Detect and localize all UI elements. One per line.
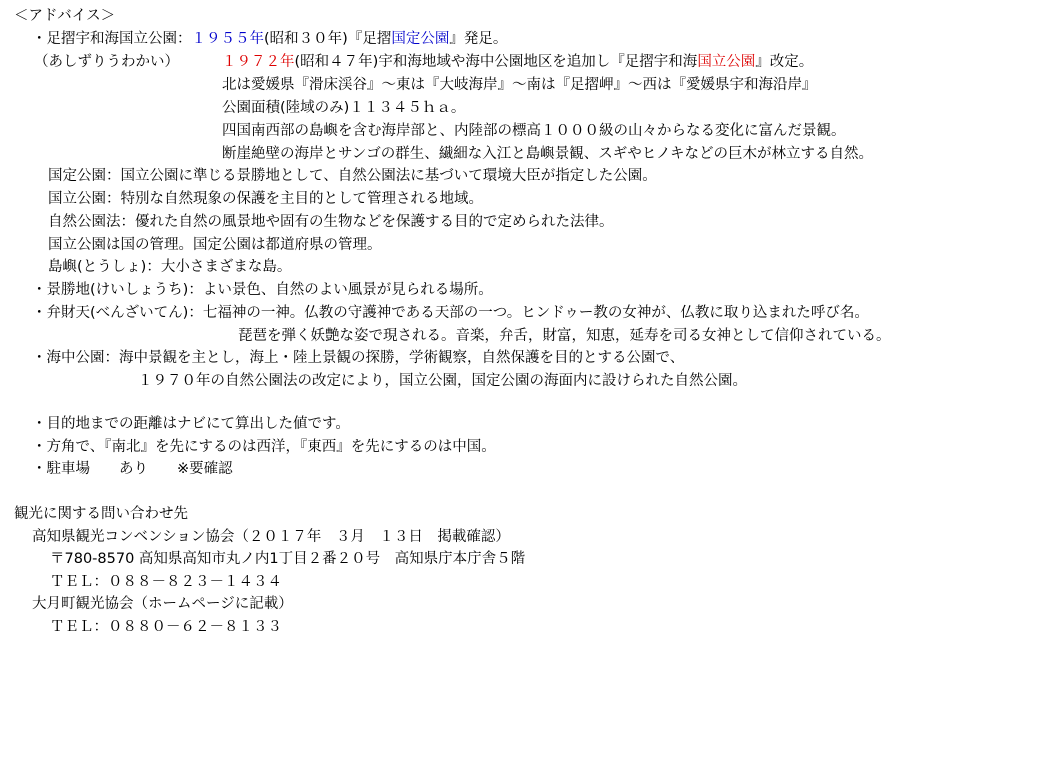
note-parking: ・駐車場 あり ※要確認: [32, 461, 233, 477]
contact-org-2: 大月町観光協会（ホームページに記載）: [32, 596, 293, 612]
contact-phone-2: ＴＥＬ：０８８０－６２－８１３３: [50, 619, 282, 635]
park-line-2: [222, 52, 813, 72]
park-line-2-tail: 』改定。: [755, 54, 814, 70]
term-benzaiten-1: ・弁財天(べんざいてん)：七福神の一神。仏教の守護神である天部の一つ。ヒンドゥー教の女神が、仏教に取り込まれた呼び名。: [32, 305, 869, 321]
term-quasi-national-park: 国定公園：国立公園に準じる景勝地として、自然公園法に基づいて環境大臣が指定した公園。: [48, 168, 657, 184]
park-line-1: [32, 29, 507, 49]
term-islands: 島嶼(とうしょ)：大小さまざまな島。: [48, 259, 292, 275]
park-line-5: 四国南西部の島嶼を含む海岸部と、内陸部の標高１０００級の山々からなる変化に富んだ景観。: [222, 123, 846, 139]
contact-address-1: 〒780-8570 高知県高知市丸ノ内1丁目２番２０号 高知県庁本庁舎５階: [50, 551, 526, 567]
term-management: 国立公園は国の管理。国定公園は都道府県の管理。: [48, 237, 382, 253]
park-line-2-text: (昭和４７年)宇和海地域や海中公園地区を追加し『足摺宇和海: [294, 54, 698, 70]
contact-phone-1: ＴＥＬ：０８８－８２３－１４３４: [50, 574, 282, 590]
park-label: ・足摺宇和海国立公園：: [32, 31, 192, 47]
park-line-6: 断崖絶壁の海岸とサンゴの群生、繊細な入江と島嶼景観、スギやヒノキなどの巨木が林立する自然。: [222, 146, 874, 162]
term-national-park: 国立公園：特別な自然現象の保護を主目的として管理される地域。: [48, 191, 483, 207]
park-line-4: 公園面積(陸域のみ)１１３４５ｈａ。: [222, 100, 466, 116]
park-founded-date: １９５５年: [191, 31, 264, 47]
term-marine-park-1: ・海中公園：海中景観を主とし，海上・陸上景観の探勝，学術観察，自然保護を目的とする公園で、: [32, 350, 685, 366]
park-line-1-text: (昭和３０年)『足摺: [264, 31, 392, 47]
contact-heading: 観光に関する問い合わせ先: [14, 506, 188, 522]
park-line-3: 北は愛媛県『滑床渓谷』～東は『大岐海岸』～南は『足摺岬』～西は『愛媛県宇和海沿岸』: [222, 77, 817, 93]
term-natural-parks-law: 自然公園法：優れた自然の風景地や固有の生物などを保護する目的で定められた法律。: [48, 214, 614, 230]
quasi-national-park-text: 国定公園: [391, 31, 450, 47]
advice-heading: ＜アドバイス＞: [14, 8, 116, 24]
note-direction: ・方角で、『南北』を先にするのは西洋，『東西』を先にするのは中国。: [32, 439, 496, 455]
park-line-1-tail: 』発足。: [449, 31, 508, 47]
contact-org-1: 高知県観光コンベンション協会（２０１７年 ３月 １３日 掲載確認）: [32, 529, 510, 545]
term-benzaiten-2: 琵琶を弾く妖艶な姿で現される。音楽，弁舌，財富，知恵，延寿を司る女神として信仰されている。: [238, 328, 891, 344]
park-reading: （あしずりうわかい）: [34, 54, 179, 70]
term-scenic-spot: ・景勝地(けいしょうち)：よい景色、自然のよい風景が見られる場所。: [32, 282, 493, 298]
note-distance: ・目的地までの距離はナビにて算出した値です。: [32, 416, 350, 432]
national-park-text: 国立公園: [697, 54, 756, 70]
term-marine-park-2: １９７０年の自然公園法の改定により，国立公園，国定公園の海面内に設けられた自然公園。: [138, 373, 747, 389]
park-revised-date: １９７２年: [222, 54, 295, 70]
